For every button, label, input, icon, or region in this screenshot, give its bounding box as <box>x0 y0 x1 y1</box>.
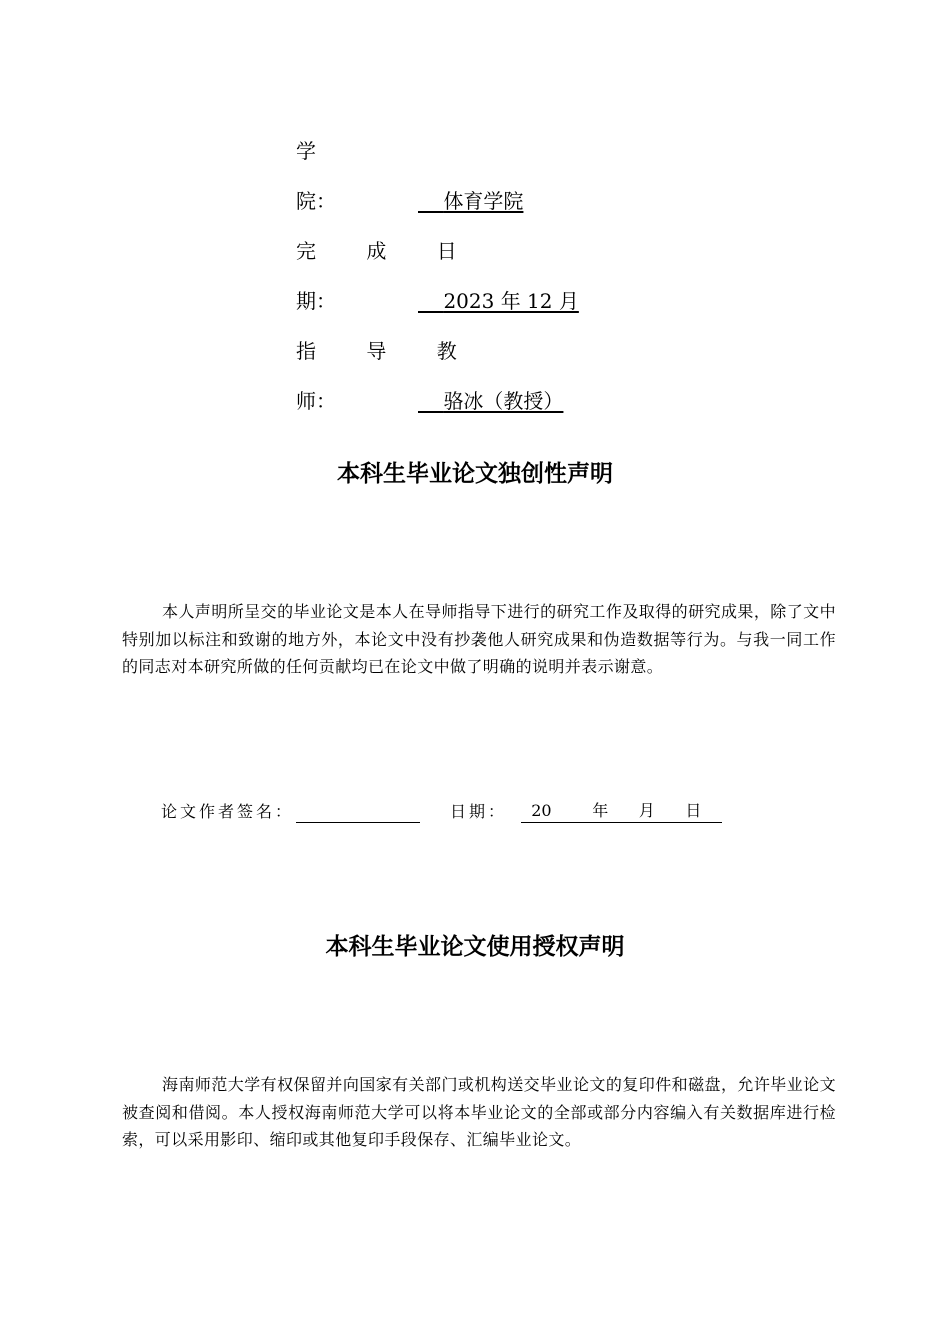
advisor-label-line2: 师： <box>296 389 336 413</box>
signature-row <box>161 800 722 823</box>
college-label-line1: 学 <box>296 139 316 163</box>
signature-date-field[interactable] <box>521 800 722 823</box>
originality-title: 本科生毕业论文独创性声明 <box>337 461 613 487</box>
advisor-value: 骆冰（教授） <box>443 389 564 413</box>
college-label-line2: 院： <box>296 189 336 213</box>
completion-date-label-line2: 期： <box>296 289 336 313</box>
advisor-label-line1: 指 导 教 <box>296 339 479 363</box>
date-year-prefix: 20 <box>531 801 552 820</box>
author-signature-label: 论文作者签名： <box>161 802 295 821</box>
date-day-label: 日 <box>685 801 702 820</box>
signature-date-label: 日期： <box>450 802 508 821</box>
author-signature-blank[interactable] <box>296 802 420 823</box>
completion-date-value: 2023 年 12 月 <box>443 289 579 313</box>
date-month-label: 月 <box>638 801 655 820</box>
college-value: 体育学院 <box>443 189 524 213</box>
authorization-paragraph: 海南师范大学有权保留并向国家有关部门或机构送交毕业论文的复印件和磁盘，允许毕业论文被查阅和借阅。本人授权海南师范大学可以将本毕业论文的全部或部分内容编入有关数据库进行检索，可以采用影印、缩印或其他复印手段保存、汇编毕业论文。 <box>122 1075 836 1149</box>
completion-date-label-line1: 完 成 日 <box>296 239 479 263</box>
date-year-label: 年 <box>592 801 609 820</box>
authorization-title: 本科生毕业论文使用授权声明 <box>325 934 625 960</box>
originality-paragraph: 本人声明所呈交的毕业论文是本人在导师指导下进行的研究工作及取得的研究成果，除了文中特别加以标注和致谢的地方外，本论文中没有抄袭他人研究成果和伪造数据等行为。与我一同工作的同志对本研究所做的任何贡献均已在论文中做了明确的说明并表示谢意。 <box>122 602 836 676</box>
